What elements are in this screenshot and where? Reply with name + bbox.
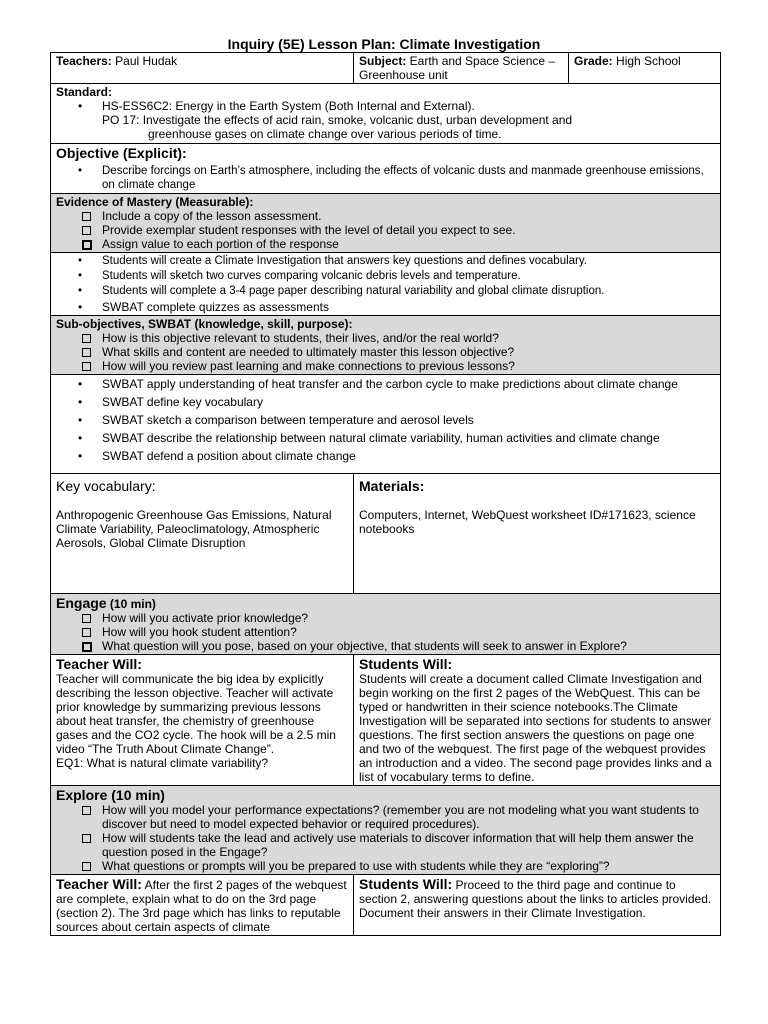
vocab-cell — [51, 474, 354, 594]
evidence-bullets-row — [51, 253, 721, 316]
standard-item: • HS-ESS6C2: Energy in the Earth System (Both Internal and External). — [56, 99, 715, 113]
engage-checklist — [56, 611, 715, 653]
lesson-plan-table — [50, 52, 721, 936]
vocab-label: Key vocabulary: — [56, 478, 156, 494]
header-row — [51, 53, 721, 84]
objective-row — [51, 144, 721, 194]
subobjective-check-item: What skills and content are needed to ultimately master this lesson objective? — [56, 345, 715, 359]
subobjective-bullet-item: • SWBAT describe the relationship between natural climate variability, human activities and climate change — [56, 431, 715, 445]
explore-students-label: Students Will: — [359, 876, 453, 892]
subject-value: Earth and Space Science – Greenhouse unit — [359, 54, 556, 82]
materials-text: Computers, Internet, WebQuest worksheet ID#171623, science notebooks — [359, 508, 696, 536]
evidence-check-item: Assign value to each portion of the response — [56, 237, 715, 251]
teachers-cell — [51, 53, 354, 84]
objective-list — [56, 164, 715, 192]
explore-teacher-label: Teacher Will: — [56, 876, 142, 892]
engage-check-item: How will you activate prior knowledge? — [56, 611, 715, 625]
subobjective-bullet-list — [56, 377, 715, 463]
evidence-bullet-item: • Students will complete a 3-4 page paper describing natural variability and global climate disruption. — [56, 284, 715, 298]
subobjectives-cell — [51, 316, 721, 375]
engage-label: Engage — [56, 595, 107, 611]
standard-list — [56, 99, 715, 113]
engage-teacher-label: Teacher Will: — [56, 656, 142, 672]
engage-check-item: What question will you pose, based on your objective, that students will seek to answer in Explore? — [56, 639, 715, 653]
teachers-label: Teachers: — [56, 54, 112, 68]
evidence-cell — [51, 194, 721, 253]
subobjectives-label: Sub-objectives, SWBAT (knowledge, skill, purpose): — [56, 317, 353, 331]
subject-cell — [354, 53, 569, 84]
standard-label: Standard: — [56, 85, 113, 99]
engage-cell — [51, 594, 721, 655]
subobjective-bullet-item: • SWBAT sketch a comparison between temperature and aerosol levels — [56, 413, 715, 427]
engage-time: (10 min) — [106, 597, 156, 611]
objective-cell — [51, 144, 721, 194]
engage-students-text: Students will create a document called Climate Investigation and begin working on the first 2 pages of the WebQuest. This can be typed or handwritten in their science notebooks.The Climate Investigation will be separated into sections for students to answer questions. The first section answers the questions on page one and two of the webquest. The first page of the webquest provides an introduction and a video. The second page provides links and a list of vocabulary terms to define. — [359, 672, 712, 784]
evidence-bullets-cell — [51, 253, 721, 316]
evidence-bullet-list — [56, 254, 715, 314]
grade-value: High School — [612, 54, 681, 68]
teachers-value: Paul Hudak — [111, 54, 178, 68]
explore-check-item: What questions or prompts will you be prepared to use with students while they are “exploring”? — [56, 859, 715, 873]
engage-students-cell — [354, 655, 721, 786]
explore-cell — [51, 786, 721, 875]
subobjective-bullet-item: • SWBAT defend a position about climate change — [56, 449, 715, 463]
subobjectives-row — [51, 316, 721, 375]
objective-label: Objective (Explicit): — [56, 145, 187, 161]
explore-students-text: Proceed to the third page and continue to section 2, answering questions about the links to articles provided. Document their answers in their Climate Investigation. — [359, 878, 712, 920]
subobjectives-bullets-cell — [51, 375, 721, 474]
evidence-bullet-item: • SWBAT complete quizzes as assessments — [56, 300, 715, 314]
engage-detail-row — [51, 655, 721, 786]
evidence-check-item: Include a copy of the lesson assessment. — [56, 209, 715, 223]
engage-check-item: How will you hook student attention? — [56, 625, 715, 639]
explore-detail-row — [51, 875, 721, 936]
explore-label: Explore (10 min) — [56, 787, 165, 803]
materials-cell — [354, 474, 721, 594]
subobjective-bullet-item: • SWBAT apply understanding of heat transfer and the carbon cycle to make predictions about climate change — [56, 377, 715, 391]
grade-label: Grade: — [574, 54, 613, 68]
vocab-materials-row — [51, 474, 721, 594]
evidence-checklist — [56, 209, 715, 251]
evidence-check-item: Provide exemplar student responses with the level of detail you expect to see. — [56, 223, 715, 237]
subobjectives-checklist — [56, 331, 715, 373]
objective-item: • Describe forcings on Earth’s atmosphere, including the effects of volcanic dusts and manmade greenhouse emissions, on climate change — [56, 164, 715, 192]
vocab-text: Anthropogenic Greenhouse Gas Emissions, Natural Climate Variability, Paleoclimatology, Atmospheric Aerosols, Global Climate Disruption — [56, 508, 332, 550]
materials-label: Materials: — [359, 478, 425, 494]
explore-check-item: How will students take the lead and actively use materials to discover information that will help them answer the question posed in the Engage? — [56, 831, 715, 859]
standard-row — [51, 84, 721, 144]
evidence-label: Evidence of Mastery (Measurable): — [56, 195, 254, 209]
evidence-bullet-item: • Students will sketch two curves comparing volcanic debris levels and temperature. — [56, 269, 715, 283]
engage-teacher-eq: EQ1: What is natural climate variability? — [56, 756, 269, 770]
engage-teacher-text: Teacher will communicate the big idea by explicitly describing the lesson objective. Teacher will activate prior knowledge by summarizing previous lessons about heat transfer, the chemistry of greenhouse gases and the CO2 cycle. The hook will be a 2.5 min video “The Truth About Climate Change”. — [56, 672, 336, 756]
standard-cell — [51, 84, 721, 144]
document-title: Inquiry (5E) Lesson Plan: Climate Investigation — [227, 36, 541, 52]
explore-check-item: How will you model your performance expectations? (remember you are not modeling what you want students to discover but need to model expected behavior or required procedures). — [56, 803, 715, 831]
grade-cell — [569, 53, 721, 84]
evidence-bullet-item: • Students will create a Climate Investigation that answers key questions and defines vocabulary. — [56, 254, 715, 268]
standard-po-line1: PO 17: Investigate the effects of acid rain, smoke, volcanic dust, urban development and — [102, 113, 573, 127]
subject-label: Subject: — [359, 54, 407, 68]
engage-students-label: Students Will: — [359, 656, 453, 672]
explore-teacher-cell — [51, 875, 354, 936]
subobjective-check-item: How will you review past learning and make connections to previous lessons? — [56, 359, 715, 373]
standard-po-line2: greenhouse gases on climate change over various periods of time. — [148, 127, 502, 141]
explore-row — [51, 786, 721, 875]
subobjectives-bullets-row — [51, 375, 721, 474]
explore-students-cell — [354, 875, 721, 936]
evidence-row — [51, 194, 721, 253]
subobjective-check-item: How is this objective relevant to students, their lives, and/or the real world? — [56, 331, 715, 345]
subobjective-bullet-item: • SWBAT define key vocabulary — [56, 395, 715, 409]
explore-checklist — [56, 803, 715, 873]
engage-row — [51, 594, 721, 655]
explore-teacher-text: After the first 2 pages of the webquest are complete, explain what to do on the 3rd page (section 2). The 3rd page which has links to reputable sources about certain aspects of climate — [56, 878, 347, 934]
engage-heading — [56, 595, 715, 611]
engage-teacher-cell — [51, 655, 354, 786]
